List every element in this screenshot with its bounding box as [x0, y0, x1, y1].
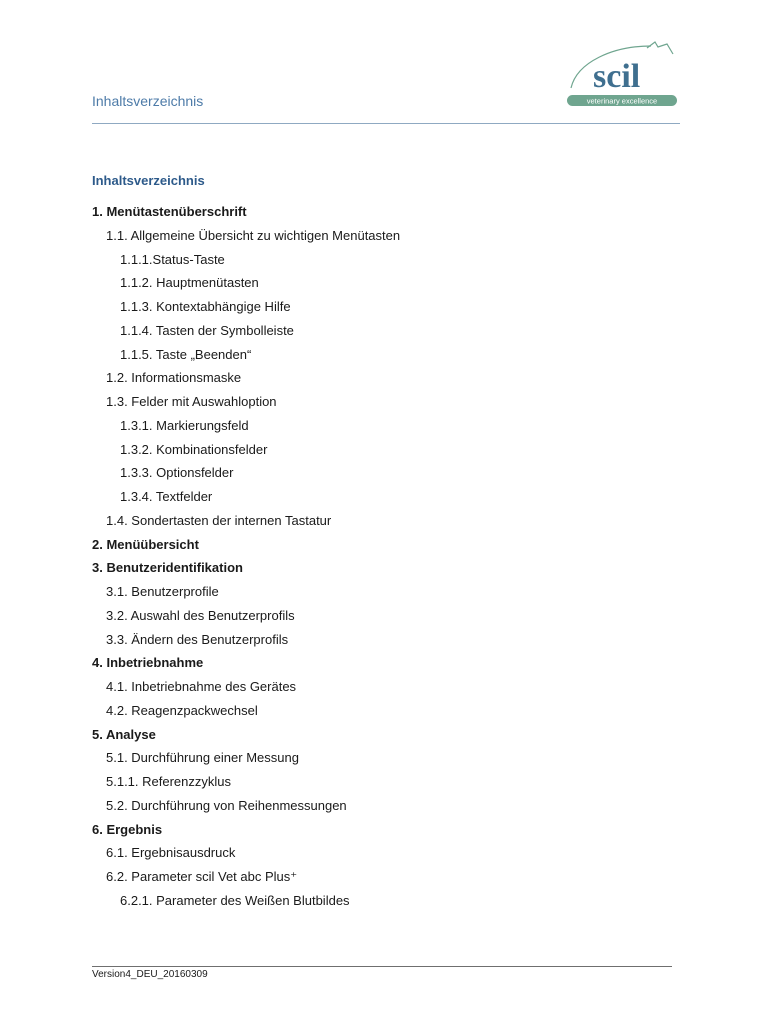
- toc-entry[interactable]: 6. Ergebnis: [92, 821, 163, 837]
- toc-entry[interactable]: 4. Inbetriebnahme: [92, 655, 204, 671]
- toc-entry[interactable]: 1.3.2. Kombinationsfelder: [120, 441, 268, 457]
- toc-entry[interactable]: 1.3.4. Textfelder: [120, 489, 213, 504]
- toc-entry[interactable]: 1.1.4. Tasten der Symbolleiste: [120, 322, 294, 338]
- logo-tagline: veterinary excellence: [586, 96, 658, 106]
- toc-entry[interactable]: 2. Menüübersicht: [92, 536, 199, 552]
- toc-entry[interactable]: 4.1. Inbetriebnahme des Gerätes: [106, 679, 297, 694]
- toc-entry[interactable]: 1.4. Sondertasten der internen Tastatur: [106, 512, 332, 528]
- toc-entry[interactable]: 5.1.1. Referenzzyklus: [106, 774, 232, 789]
- toc-entry[interactable]: 1.1.3. Kontextabhängige Hilfe: [120, 299, 291, 314]
- toc-entry[interactable]: 3.2. Auswahl des Benutzerprofils: [106, 607, 295, 623]
- toc-entry[interactable]: 3.1. Benutzerprofile: [106, 584, 219, 599]
- toc-entry[interactable]: 1.1.1.Status-Taste: [120, 251, 225, 267]
- scil-logo: [563, 40, 681, 110]
- toc-entry[interactable]: 5.2. Durchführung von Reihenmessungen: [106, 797, 347, 813]
- logo-wordmark: scil: [593, 58, 641, 95]
- table-of-contents: [92, 200, 692, 913]
- toc-entry[interactable]: 3.3. Ändern des Benutzerprofils: [106, 631, 289, 647]
- toc-entry[interactable]: 6.2. Parameter scil Vet abc Plus⁺: [106, 869, 298, 884]
- toc-entry[interactable]: 6.1. Ergebnisausdruck: [106, 845, 236, 861]
- toc-heading: Inhaltsverzeichnis: [92, 173, 205, 188]
- toc-entry[interactable]: 1.3. Felder mit Auswahloption: [106, 394, 277, 409]
- toc-entry[interactable]: 5. Analyse: [92, 726, 156, 742]
- header-divider: [92, 123, 680, 124]
- toc-entry[interactable]: 1.1. Allgemeine Übersicht zu wichtigen Menütasten: [106, 227, 401, 243]
- toc-entry[interactable]: 3. Benutzeridentifikation: [92, 560, 243, 576]
- toc-entry[interactable]: 5.1. Durchführung einer Messung: [106, 750, 299, 766]
- logo-horse-icon: [647, 42, 673, 54]
- page-header-title: Inhaltsverzeichnis: [92, 93, 204, 109]
- toc-entry[interactable]: 1.1.2. Hauptmenütasten: [120, 275, 259, 291]
- toc-entry[interactable]: 1.1.5. Taste „Beenden“: [120, 346, 252, 362]
- footer-version: Version4_DEU_20160309: [92, 969, 208, 980]
- toc-entry[interactable]: 1.2. Informationsmaske: [106, 370, 242, 386]
- toc-entry[interactable]: 6.2.1. Parameter des Weißen Blutbildes: [120, 892, 350, 908]
- toc-entry[interactable]: 4.2. Reagenzpackwechsel: [106, 702, 258, 718]
- footer-divider: [92, 966, 672, 967]
- toc-entry[interactable]: 1. Menütastenüberschrift: [92, 204, 247, 219]
- toc-entry[interactable]: 1.3.1. Markierungsfeld: [120, 417, 249, 433]
- toc-entry[interactable]: 1.3.3. Optionsfelder: [120, 465, 234, 481]
